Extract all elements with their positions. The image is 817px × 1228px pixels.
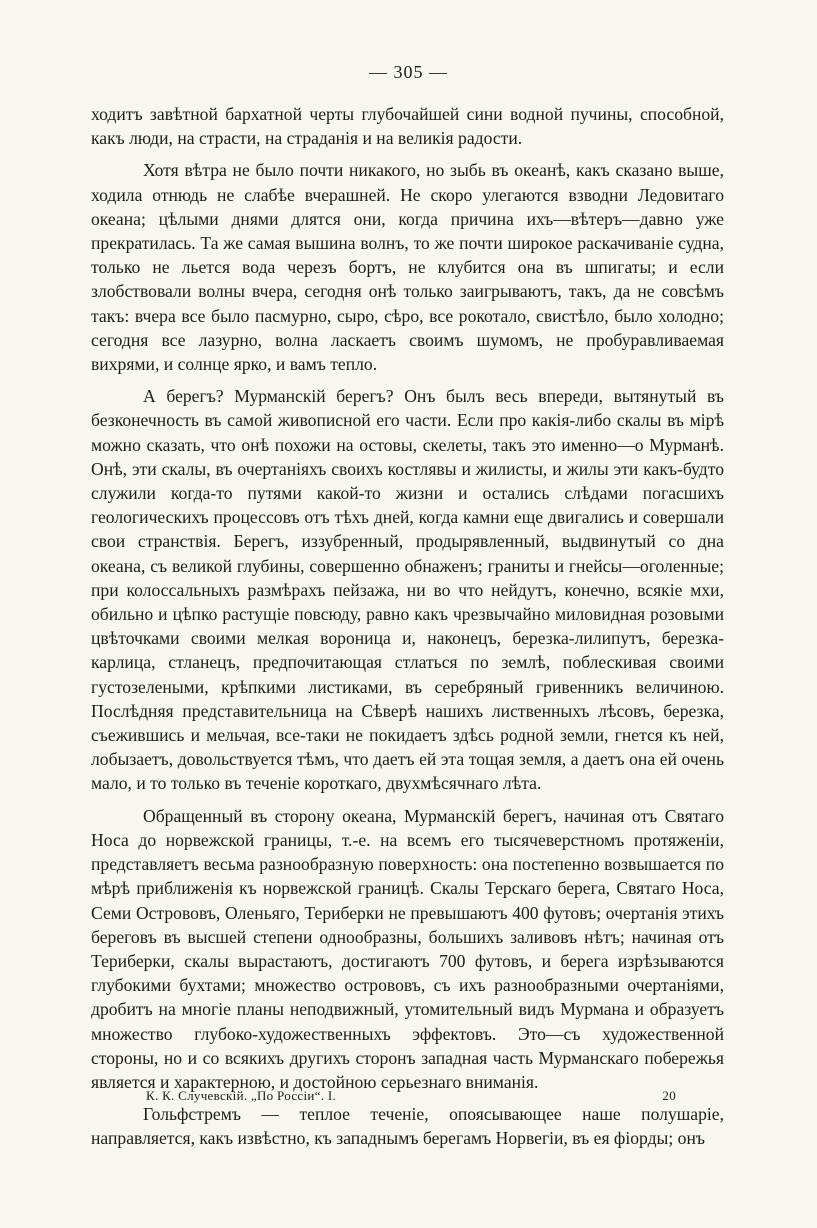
page-number: — 305 — (369, 62, 448, 82)
paragraph: А берегъ? Мурманскій берегъ? Онъ былъ весь впереди, вытянутый въ безконечность въ самой живописной его части. Если про какія-либо скалы въ мірѣ можно сказать, что онѣ похожи на остовы, скелеты, такъ это именно—о Мурманѣ. Онѣ, эти скалы, въ очертаніяхъ своихъ костлявы и жилисты, и жилы эти какъ-будто служили когда-то путями какой-то жизни и остались слѣдами погасшихъ геологическихъ процессовъ отъ тѣхъ дней, когда камни еще двигались и совершали свои странствія. Берегъ, иззубренный, продырявленный, выдвинутый со дна океана, съ великой глубины, совершенно обнаженъ; граниты и гнейсы—оголенные; при колоссальныхъ размѣрахъ пейзажа, ни во что нейдутъ, конечно, всякіе мхи, обильно и цѣпко растущіе повсюду, равно какъ чрезвычайно миловидная розовыми цвѣточками своими мелкая вороница и, наконецъ, березка-лилипутъ, березка-карлица, стланецъ, предпочитающая стлаться по землѣ, поблескивая своими густозелеными, крѣпкими листиками, въ серебряный гривенникъ величиною. Послѣдняя представительница на Сѣверѣ нашихъ лиственныхъ лѣсовъ, березка, съежившись и мельчая, все-таки не покидаетъ здѣсь родной земли, гнется къ ней, лобызаетъ, довольствуется тѣмъ, что даетъ ей эта тощая земля, а даетъ она ей очень мало, и то только въ теченіе короткаго, двухмѣсячнаго лѣта. (91, 386, 724, 794)
paragraph: ходитъ завѣтной бархатной черты глубочайшей сини водной пучины, способной, какъ люди, на страсти, на страданія и на великія радости. (91, 104, 724, 149)
body-text (91, 102, 724, 1159)
paragraph: Гольфстремъ — теплое теченіе, опоясывающее наше полушаріе, направляется, какъ извѣстно, къ западнымъ берегамъ Норвегіи, въ ея фіорды; онъ (91, 1104, 724, 1149)
paragraph: Обращенный въ сторону океана, Мурманскій берегъ, начиная отъ Святаго Носа до норвежской границы, т.-е. на всемъ его тысячеверстномъ протяженіи, представляетъ весьма разнообразную поверхность: она постепенно возвышается по мѣрѣ приближенія къ норвежской границѣ. Скалы Терскаго берега, Святаго Носа, Семи Острововъ, Оленьяго, Териберки не превышаютъ 400 футовъ; очертанія этихъ береговъ въ высшей степени однообразны, большихъ заливовъ нѣтъ; начиная отъ Териберки, скалы вырастаютъ, достигаютъ 700 футовъ, и берега изрѣзываются глубокими бухтами; множество острововъ, съ ихъ разнообразными очертаніями, дробитъ на многіе планы неподвижный, утомительный видъ Мурмана и образуетъ множество глубоко-художественныхъ эффектовъ. Это—съ художественной стороны, но и со всякихъ другихъ сторонъ западная часть Мурманскаго побережья является и характерною, и достойною серьезнаго вниманія. (91, 805, 724, 1092)
footer-signature: 20 (662, 1088, 676, 1103)
footer-source: К. К. Случевскій. „По Россіи“. I. (146, 1088, 337, 1103)
paragraph: Хотя вѣтра не было почти никакого, но зыбь въ океанѣ, какъ сказано выше, ходила отнюдь не слабѣе вчерашней. Не скоро улегаются взводни Ледовитаго океана; цѣлыми днями длятся они, когда причина ихъ—вѣтеръ—давно уже прекратилась. Та же самая вышина волнъ, то же почти широкое раскачиваніе судна, только не льется вода черезъ бортъ, не клубится она въ шпигаты; и если злобствовали волны вчера, сегодня онѣ только заигрываютъ, такъ, да не совсѣмъ такъ: вчера все было пасмурно, сыро, сѣро, все рокотало, свистѣло, было холодно; сегодня все лазурно, волна ласкаетъ своимъ шумомъ, не пробуравливаемая вихрями, и солнце ярко, и вамъ тепло. (91, 160, 724, 375)
